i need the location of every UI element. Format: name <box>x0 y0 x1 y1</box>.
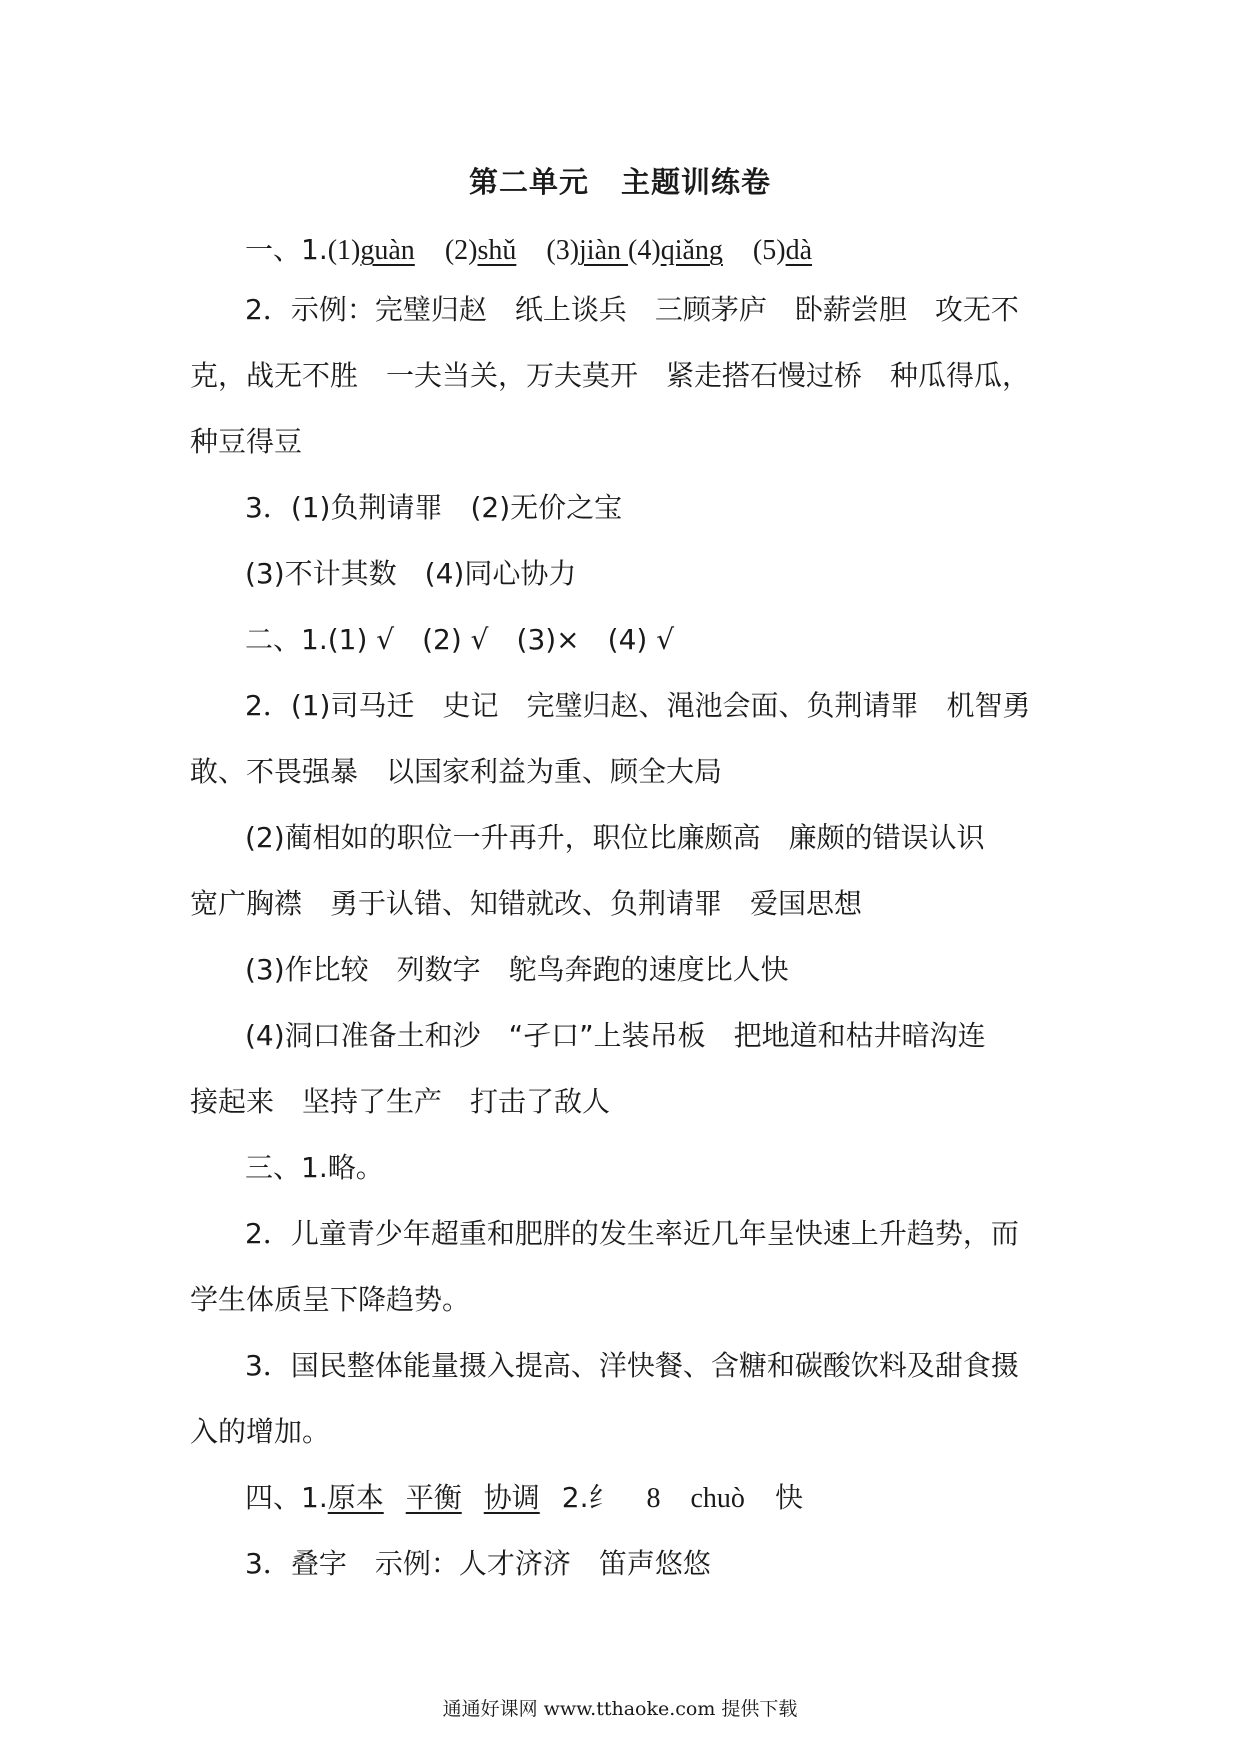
s1-q2-line3: 种豆得豆 <box>190 425 303 458</box>
s3-q3-line1: 3．国民整体能量摄入提高、洋快餐、含糖和碳酸饮料及甜食摄 <box>245 1349 1019 1382</box>
s4-q1-line: 四、1.原本 平衡 协调 2.纟 8 chuò 快 <box>245 1481 803 1514</box>
s1-q2-line2: 克，战无不胜 一夫当关，万夫莫开 紧走搭石慢过桥 种瓜得瓜， <box>190 359 1031 392</box>
s2-q2-line7: 接起来 坚持了生产 打击了敌人 <box>190 1085 611 1118</box>
s1-q1-line: 一、1.(1)guàn (2)shǔ (3)jiàn (4)qiǎng (5)dà <box>245 233 812 266</box>
s4-q1-label: 四、1. <box>245 1481 328 1514</box>
pinyin-answer: dà <box>785 235 812 266</box>
s3-q3-line2: 入的增加。 <box>190 1415 331 1448</box>
footer-source: 通通好课网 www.tthaoke.com 提供下载 <box>442 1698 798 1720</box>
page-title <box>0 160 1240 201</box>
title-subject: 主题训练卷 <box>621 165 772 199</box>
s2-q2-line2: 敢、不畏强暴 以国家利益为重、顾全大局 <box>190 755 723 788</box>
pinyin-answer: guàn <box>360 235 415 266</box>
fill-answer: 平衡 <box>405 1481 462 1514</box>
s1-q3-line1: 3．(1)负荆请罪 (2)无价之宝 <box>245 491 623 524</box>
s3-q2-line1: 2．儿童青少年超重和肥胖的发生率近几年呈快速上升趋势，而 <box>245 1217 1019 1250</box>
s1-q2-line1: 2．示例：完璧归赵 纸上谈兵 三顾茅庐 卧薪尝胆 攻无不 <box>245 293 1019 326</box>
fill-answer: 协调 <box>483 1481 540 1514</box>
s2-q2-line4: 宽广胸襟 勇于认错、知错就改、负荆请罪 爱国思想 <box>190 887 863 920</box>
s4-q2-label: 2. <box>561 1481 589 1514</box>
pinyin-answer: jiàn <box>579 235 629 266</box>
s3-q2-line2: 学生体质呈下降趋势。 <box>190 1283 471 1316</box>
s2-q2-line5: (3)作比较 列数字 鸵鸟奔跑的速度比人快 <box>245 953 789 986</box>
pinyin-answer: qiǎng <box>660 235 723 266</box>
s2-q2-line3: (2)蔺相如的职位一升再升，职位比廉颇高 廉颇的错误认识 <box>245 821 985 854</box>
pinyin-answer: shǔ <box>477 235 517 266</box>
s2-q2-line6: (4)洞口准备土和沙 “孑口”上装吊板 把地道和枯井暗沟连 <box>245 1019 986 1052</box>
title-unit: 第二单元 <box>468 165 589 199</box>
s3-q1-line: 三、1.略。 <box>245 1151 384 1184</box>
fill-answer: 原本 <box>327 1481 384 1514</box>
s2-q2-line1: 2．(1)司马迁 史记 完璧归赵、渑池会面、负荆请罪 机智勇 <box>245 689 1031 722</box>
s1-q3-line2: (3)不计其数 (4)同心协力 <box>245 557 577 590</box>
s4-q3-line: 3．叠字 示例：人才济济 笛声悠悠 <box>245 1547 711 1580</box>
s2-q1-line: 二、1.(1) √ (2) √ (3)× (4) √ <box>245 623 675 656</box>
s1-q1-label: 一、1. <box>245 233 328 266</box>
